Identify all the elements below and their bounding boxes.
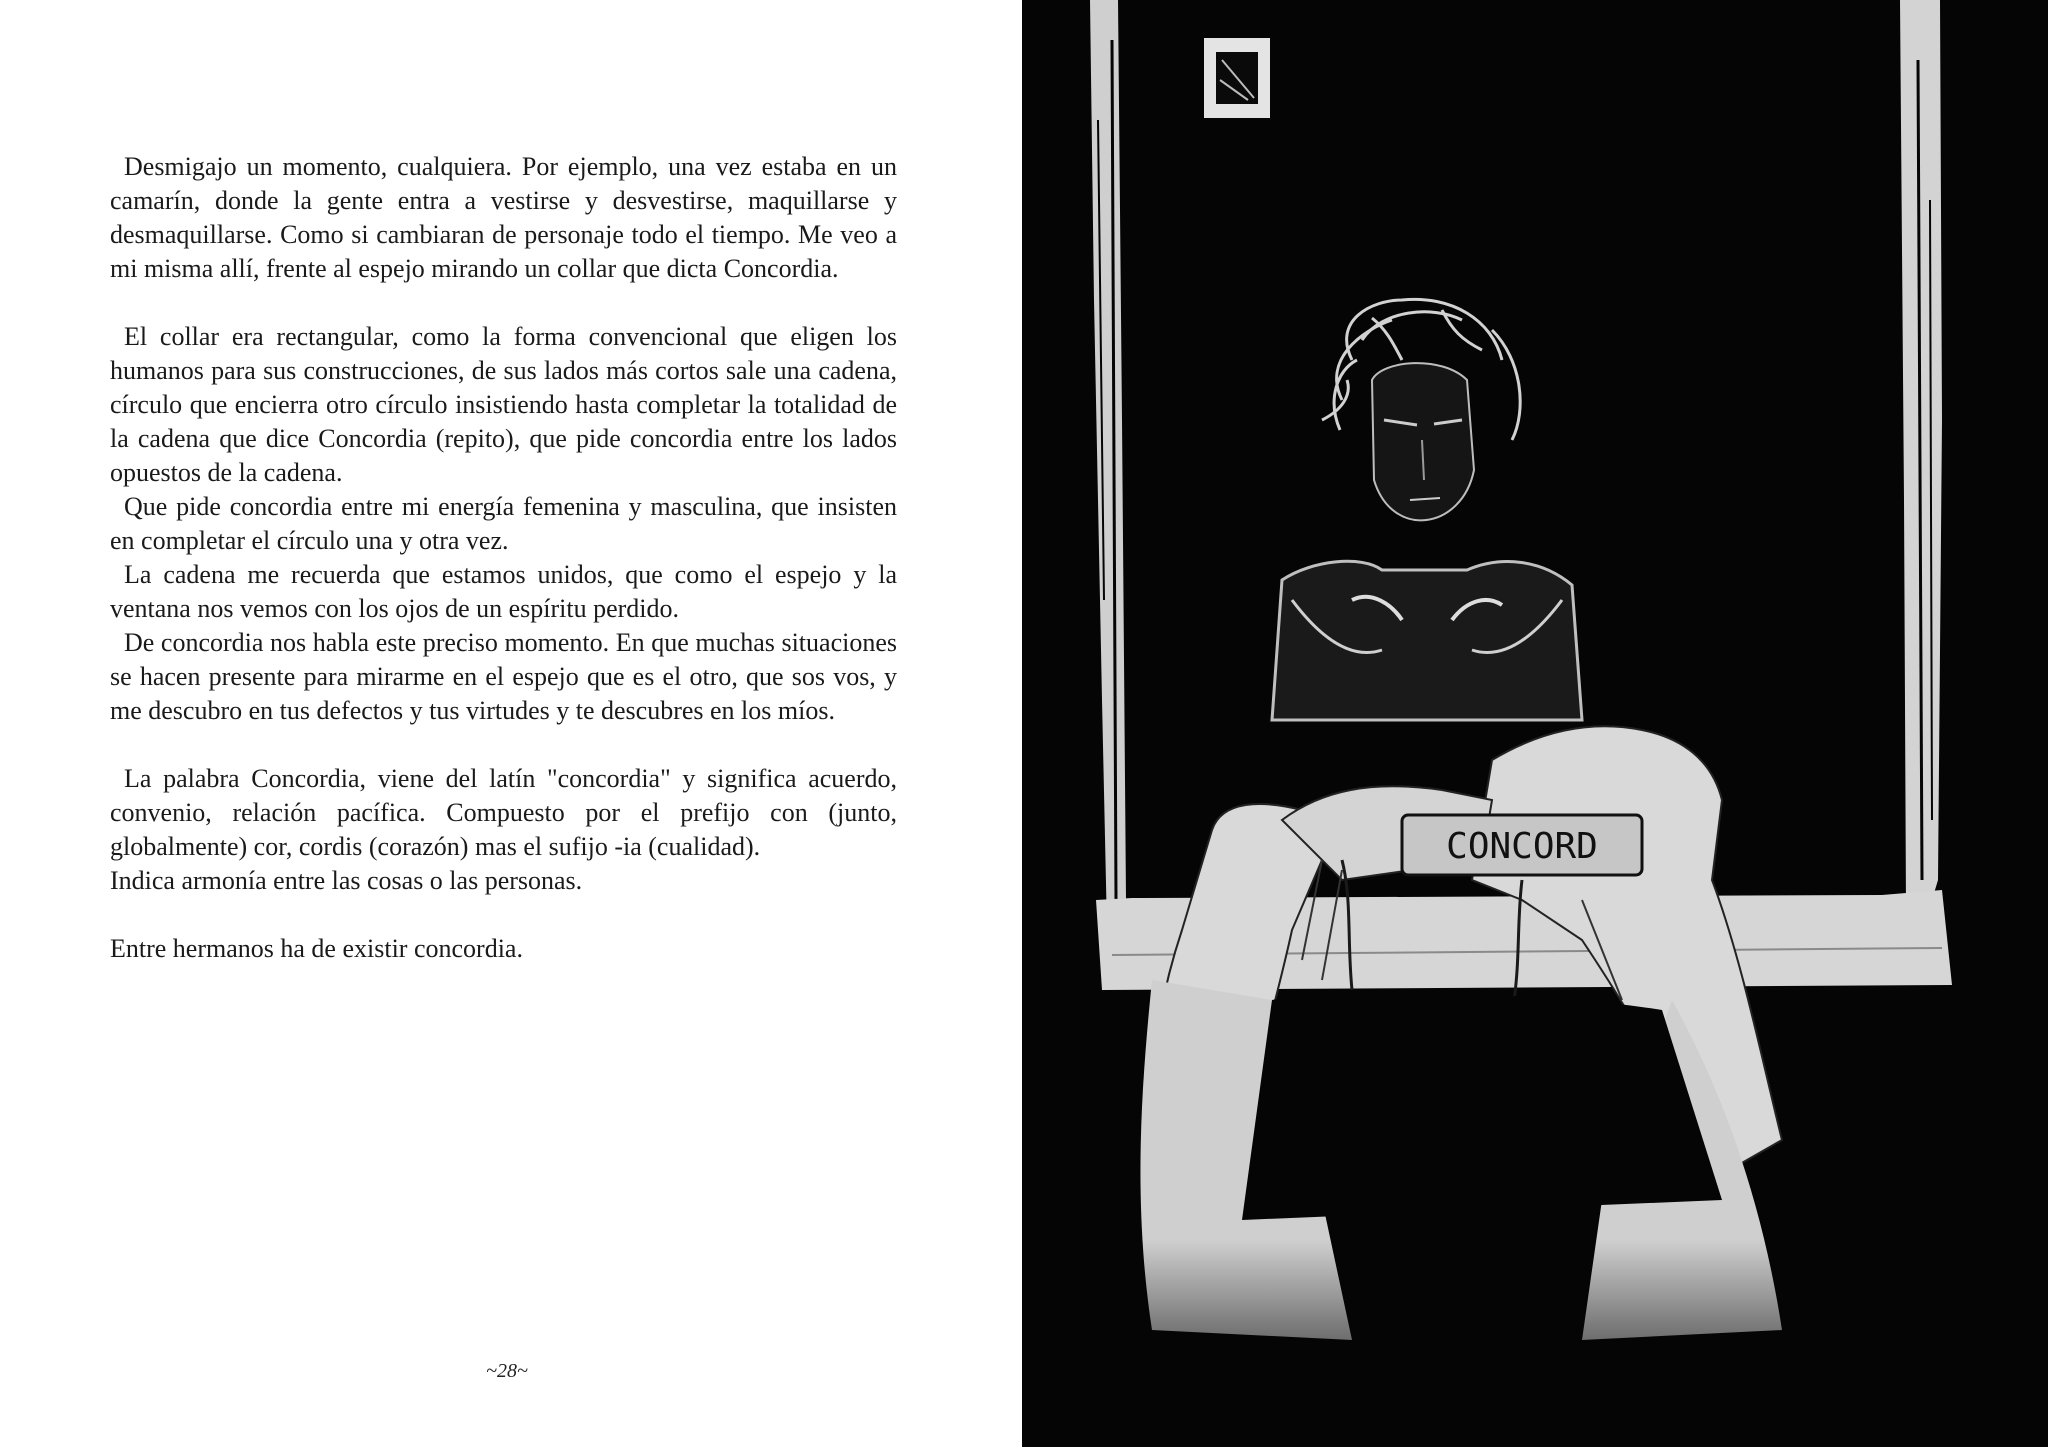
necklace-plate	[1402, 815, 1642, 875]
paragraph-3: Que pide concordia entre mi energía femenina y masculina, que insisten en completar el círculo una y otra vez.	[110, 492, 897, 555]
left-page	[0, 0, 1022, 1447]
bottom-fade	[1022, 1240, 2048, 1447]
illustration-page	[1022, 0, 2048, 1447]
paragraph-8: Entre hermanos ha de existir concordia.	[110, 934, 523, 963]
paragraph-7: Indica armonía entre las cosas o las personas.	[110, 866, 583, 895]
paragraph-2: El collar era rectangular, como la forma convencional que eligen los humanos para sus construcciones, de sus lados más cortos sale una cadena, círculo que encierra otro círculo insistiendo hasta completar la totalidad de la cadena que dice Concordia (repito), que pide concordia entre los lados opuestos de la cadena.	[110, 322, 897, 487]
figure-face	[1372, 363, 1474, 520]
window-frame-left	[1090, 0, 1126, 980]
body-text	[110, 150, 897, 966]
wall-frame	[1204, 38, 1270, 118]
necklace-text: CONCORD	[1446, 826, 1598, 867]
page-number: ~28~	[486, 1360, 528, 1382]
ink-illustration	[1022, 0, 2048, 1447]
paragraph-6: La palabra Concordia, viene del latín "concordia" y significa acuerdo, convenio, relación pacífica. Compuesto por el prefijo con (junto, globalmente) cor, cordis (corazón) mas el sufijo -ia (cualidad).	[110, 764, 897, 861]
paragraph-5: De concordia nos habla este preciso momento. En que muchas situaciones se hacen presente para mirarme en el espejo que es el otro, que sos vos, y me descubro en tus defectos y tus virtudes y te descubres en los míos.	[110, 628, 897, 725]
paragraph-4: La cadena me recuerda que estamos unidos, que como el espejo y la ventana nos vemos con los ojos de un espíritu perdido.	[110, 560, 897, 623]
window-frame-right	[1900, 0, 1942, 920]
figure-torso	[1272, 561, 1582, 720]
paragraph-1: Desmigajo un momento, cualquiera. Por ejemplo, una vez estaba en un camarín, donde la gente entra a vestirse y desvestirse, maquillarse y desmaquillarse. Como si cambiaran de personaje todo el tiempo. Me veo a mi misma allí, frente al espejo mirando un collar que dicta Concordia.	[110, 152, 897, 283]
dark-body	[1242, 993, 1722, 1220]
